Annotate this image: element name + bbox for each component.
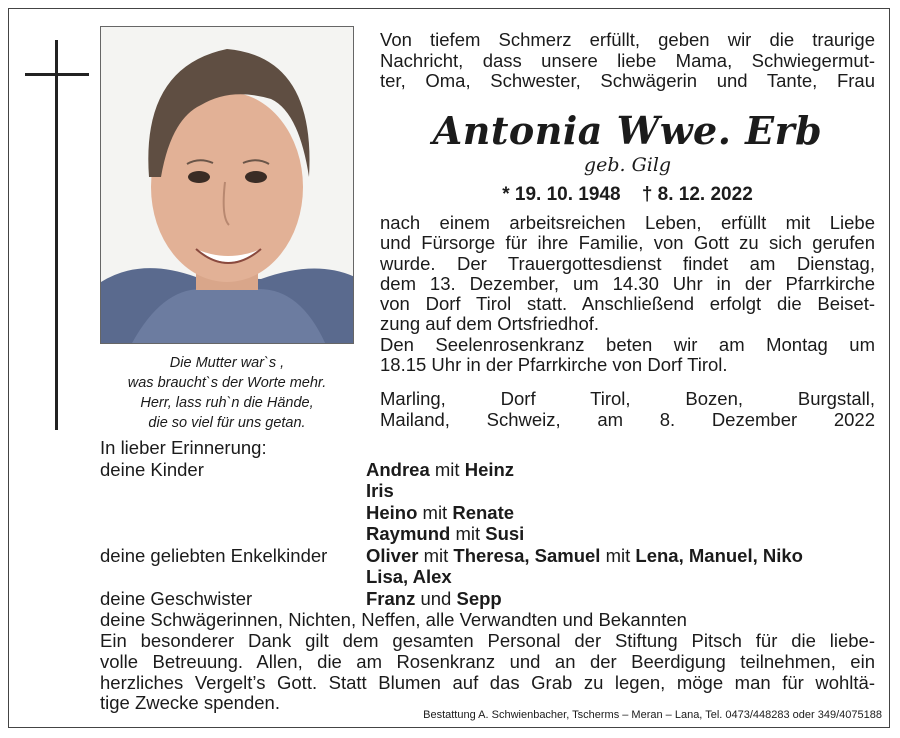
sibling-name: Sepp <box>456 587 502 609</box>
child-partner: Susi <box>485 523 525 544</box>
intro-line: Nachricht, dass unsere liebe Mama, Schwiegermut- <box>380 49 875 71</box>
deceased-name: Antonia Wwe. Erb <box>432 108 823 153</box>
mourners-list <box>100 437 880 631</box>
poem-line: was braucht`s der Worte mehr. <box>127 375 327 391</box>
grandchildren-row <box>100 566 880 588</box>
body-line: dem 13. Dezember, um 14.30 Uhr in der Pfarrkirche <box>380 272 875 294</box>
children-row <box>100 480 880 502</box>
intro-line: Von tiefem Schmerz erfüllt, geben wir die traurige <box>380 29 875 50</box>
children-label: deine Kinder <box>100 458 204 480</box>
body-line: nach einem arbeitsreichen Leben, erfüllt mit Liebe <box>380 212 875 233</box>
mourners-heading: In lieber Erinnerung: <box>100 437 267 458</box>
child-connector: mit <box>434 458 460 480</box>
child-name: Andrea <box>366 458 430 480</box>
child-connector: mit <box>422 501 448 523</box>
announcement-text <box>380 213 875 375</box>
body-line: wurde. Der Trauergottesdienst findet am Dienstag, <box>380 252 875 274</box>
child-name: Iris <box>366 480 394 501</box>
grandchild-names: Lena, Manuel, Niko <box>635 544 803 566</box>
poem-line: Die Mutter war`s , <box>169 355 285 371</box>
death-date: † 8. 12. 2022 <box>641 184 753 205</box>
funeral-home-footer: Bestattung A. Schwienbacher, Tscherms – Meran – Lana, Tel. 0473/448283 oder 349/4075188 <box>423 709 882 721</box>
poem <box>100 353 354 433</box>
intro-text <box>380 30 875 92</box>
places-line: Mailand, Schweiz, am 8. Dezember 2022 <box>380 408 875 430</box>
cross-icon <box>55 40 58 430</box>
portrait-photo <box>100 26 354 344</box>
grandchild-connector: mit <box>423 544 449 566</box>
grandchildren-entry <box>366 545 803 567</box>
intro-line: ter, Oma, Schwester, Schwägerin und Tante, Frau <box>380 70 875 91</box>
child-name: Raymund <box>366 523 451 544</box>
birth-date: * 19. 10. 1948 <box>502 184 621 205</box>
siblings-label: deine Geschwister <box>100 587 253 609</box>
child-entry <box>366 480 394 502</box>
poem-line: die so viel für uns getan. <box>148 415 306 431</box>
sibling-name: Franz <box>366 587 416 609</box>
children-row <box>100 523 880 545</box>
others-text: deine Schwägerinnen, Nichten, Neffen, alle Verwandten und Bekannten <box>100 609 687 630</box>
others-row <box>100 609 880 631</box>
grandchildren-entry <box>366 566 452 588</box>
child-partner: Renate <box>452 501 515 523</box>
thanks-line: Ein besonderer Dank gilt dem gesamten Personal der Stiftung Pitsch für die liebe- <box>100 630 875 651</box>
body-line: zung auf dem Ortsfriedhof. <box>380 313 600 335</box>
grandchild-name: Oliver <box>366 544 419 566</box>
cross-icon-bar <box>25 73 89 76</box>
life-dates <box>380 184 875 206</box>
body-line: Den Seelenrosenkranz beten wir am Montag um <box>380 333 875 355</box>
grandchild-names: Lisa, Alex <box>366 566 452 587</box>
child-entry <box>366 523 524 545</box>
children-row <box>100 502 880 524</box>
places-date <box>380 389 875 430</box>
thanks-line: herzliches Vergelt’s Gott. Statt Blumen auf das Grab zu legen, möge man für wohltä- <box>100 671 875 693</box>
siblings-row <box>100 588 880 610</box>
grandchildren-row <box>100 545 880 567</box>
body-line: von Dorf Tirol statt. Anschließend erfolgt die Beiset- <box>380 293 875 315</box>
birth-name: geb. Gilg <box>583 154 672 176</box>
grandchild-names: Theresa, Samuel <box>453 544 601 566</box>
thanks-line: tige Zwecke spenden. <box>100 692 280 714</box>
thanks-line: volle Betreuung. Allen, die am Rosenkranz und an der Beerdigung teilnehmen, ein <box>100 650 875 672</box>
sibling-connector: und <box>420 587 452 609</box>
child-name: Heino <box>366 501 418 523</box>
thanks-text <box>100 631 875 714</box>
child-entry <box>366 502 514 524</box>
siblings-entry <box>366 588 502 610</box>
child-entry <box>366 459 514 481</box>
child-partner: Heinz <box>464 458 515 480</box>
poem-line: Herr, lass ruh`n die Hände, <box>140 395 314 411</box>
grandchild-connector: mit <box>605 544 631 566</box>
children-row <box>100 459 880 481</box>
body-line: und Fürsorge für ihre Familie, von Gott zu sich gerufen <box>380 232 875 254</box>
child-connector: mit <box>455 523 481 544</box>
places-line: Marling, Dorf Tirol, Bozen, Burgstall, <box>380 388 875 409</box>
portrait-illustration <box>101 27 354 344</box>
body-line: 18.15 Uhr in der Pfarrkirche von Dorf Tirol. <box>380 354 728 376</box>
mourners-heading-row <box>100 437 880 459</box>
grandchildren-label: deine geliebten Enkelkinder <box>100 544 328 566</box>
